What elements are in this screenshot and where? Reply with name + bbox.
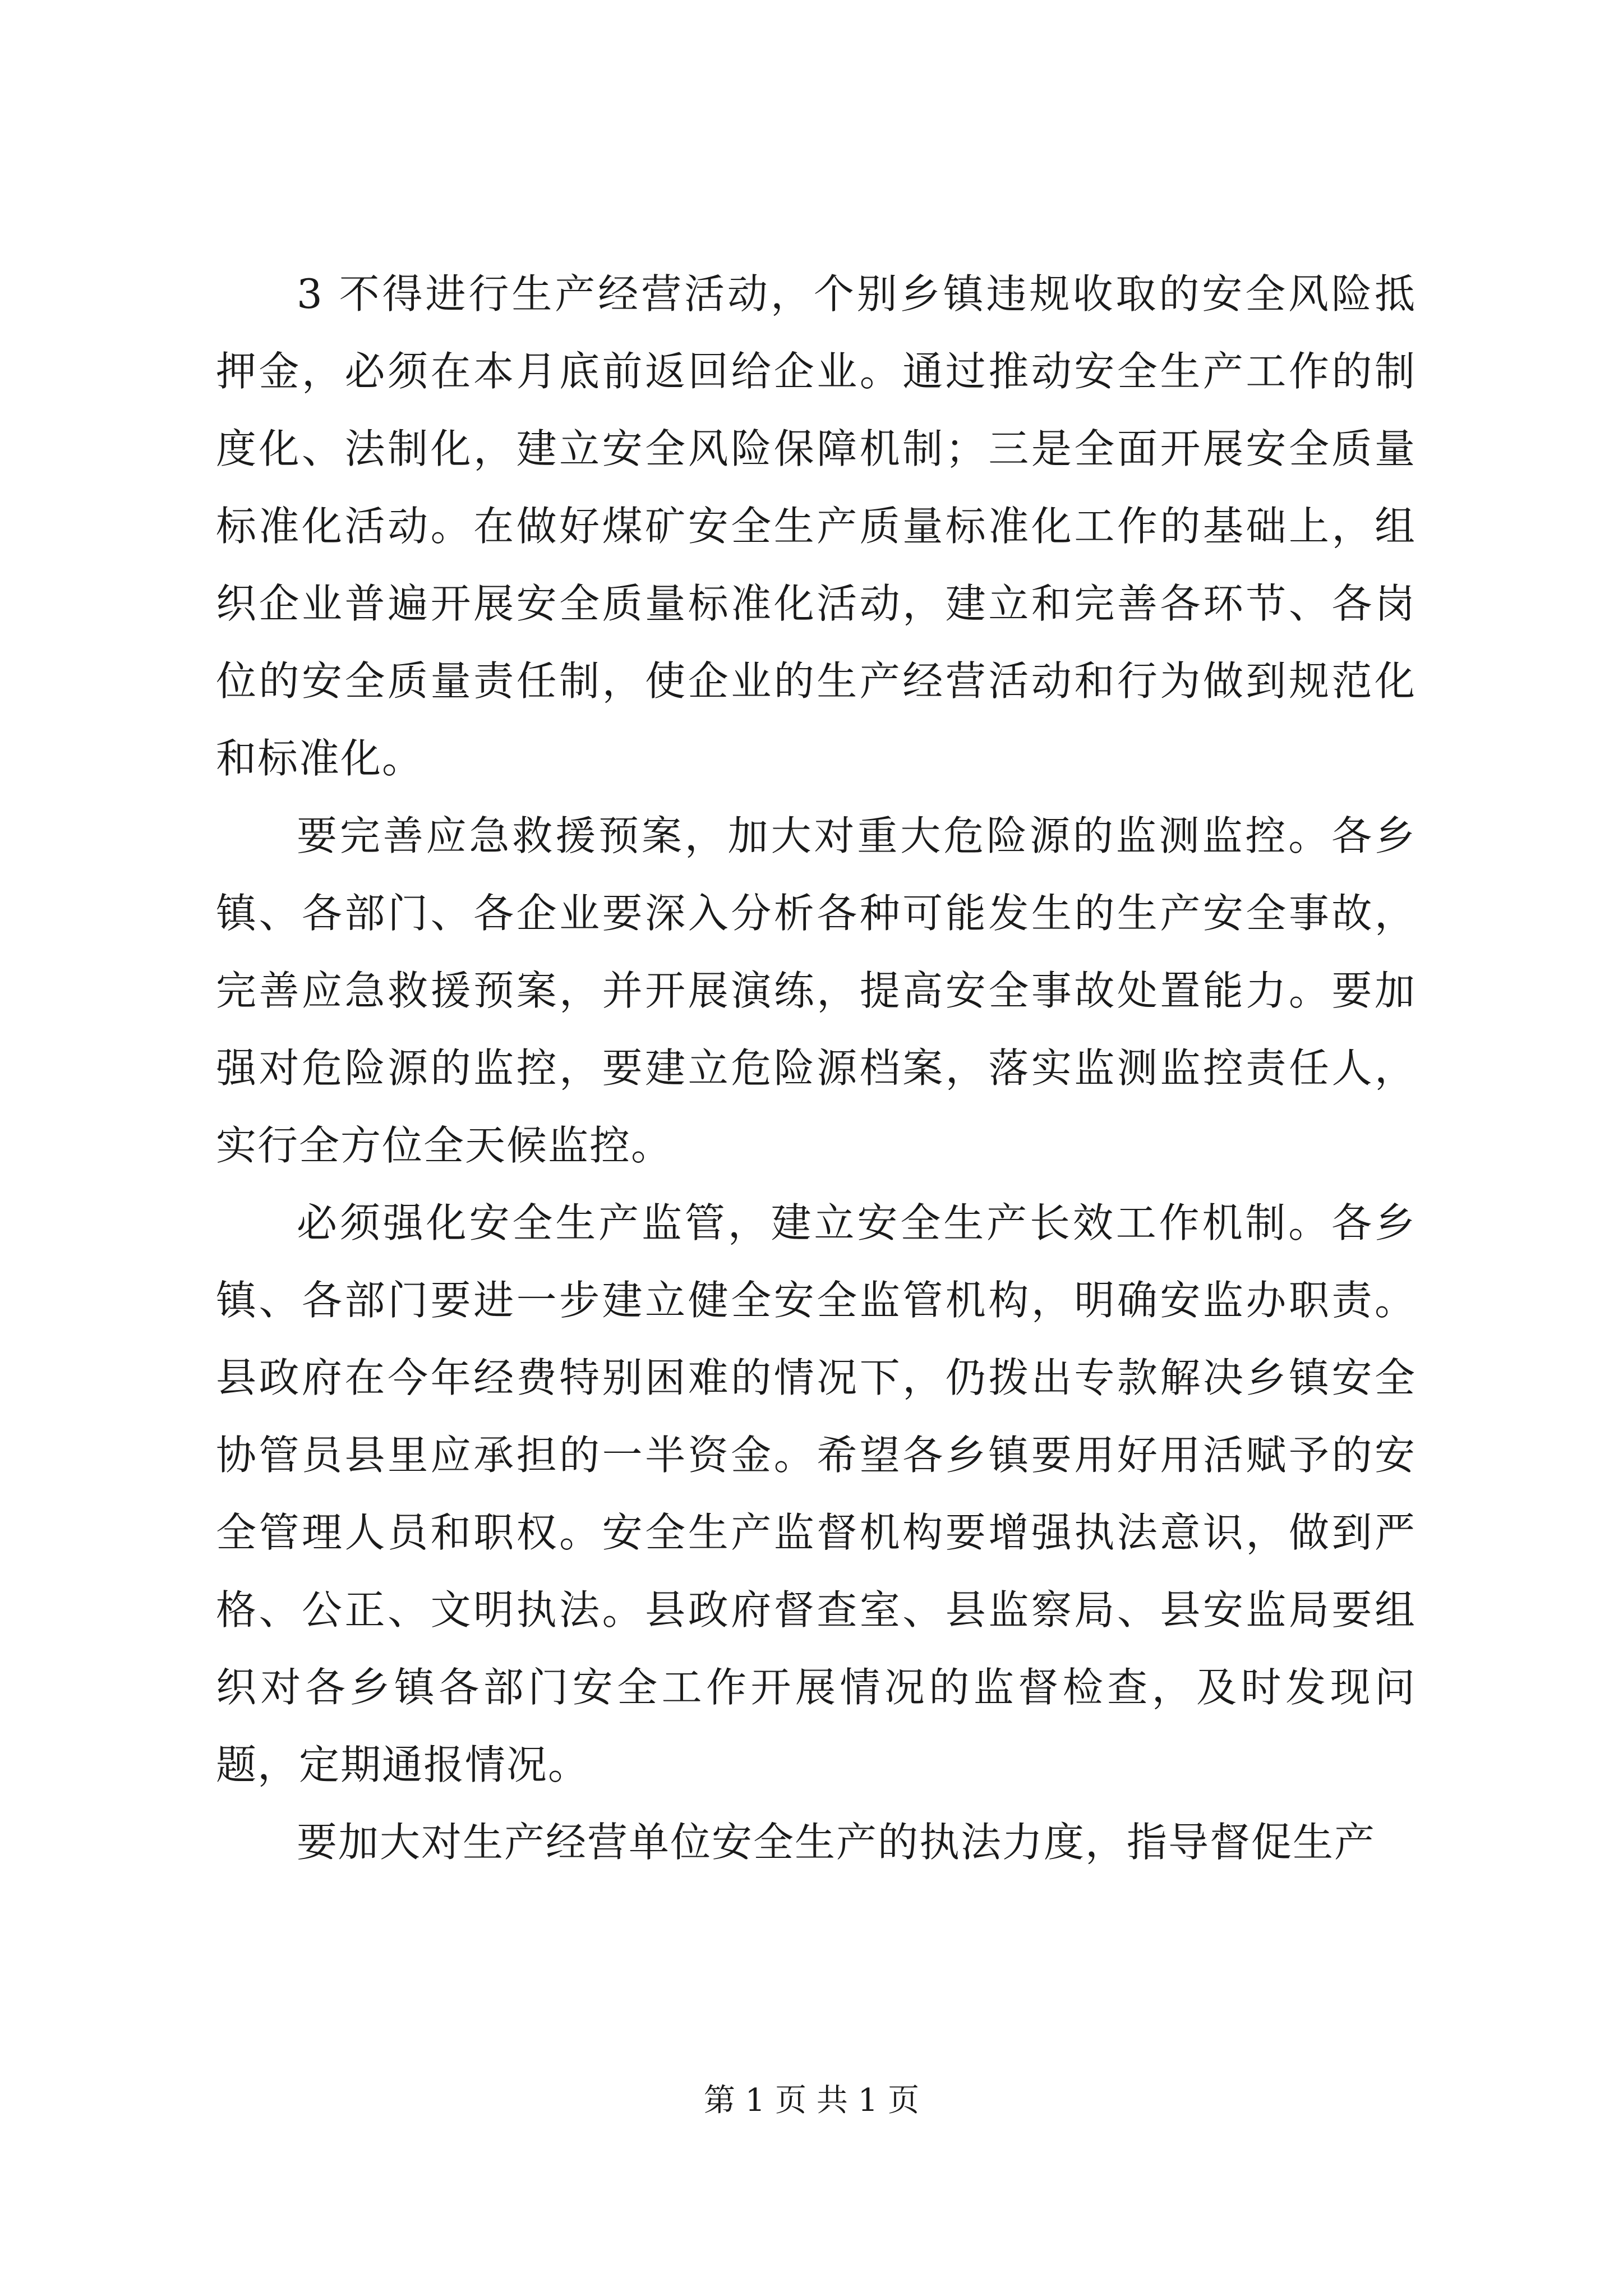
paragraph-1: 3 不得进行生产经营活动，个别乡镇违规收取的安全风险抵押金，必须在本月底前返回给企业。通过推动安全生产工作的制度化、法制化，建立安全风险保障机制；三是全面开展安全质量标准化活动。在做好煤矿安全生产质量标准化工作的基础上，组织企业普遍开展安全质量标准化活动，建立和完善各环节、各岗位的安全质量责任制，使企业的生产经营活动和行为做到规范化和标准化。 bbox=[216, 270, 1416, 782]
paragraph-4: 要加大对生产经营单位安全生产的执法力度，指导督促生产 bbox=[297, 1819, 1376, 1866]
paragraph-3: 必须强化安全生产监管，建立安全生产长效工作机制。各乡镇、各部门要进一步建立健全安全监管机构，明确安监办职责。县政府在今年经费特别困难的情况下，仍拨出专款解决乡镇安全协管员县里应承担的一半资金。希望各乡镇要用好用活赋予的安全管理人员和职权。安全生产监督机构要增强执法意识，做到严格、公正、文明执法。县政府督查室、县监察局、县安监局要组织对各乡镇各部门安全工作开展情况的监督检查，及时发现问题，定期通报情况。 bbox=[216, 1199, 1416, 1788]
paragraph-2: 要完善应急救援预案，加大对重大危险源的监测监控。各乡镇、各部门、各企业要深入分析各种可能发生的生产安全事故，完善应急救援预案，并开展演练，提高安全事故处置能力。要加强对危险源的监控，要建立危险源档案，落实监测监控责任人，实行全方位全天候监控。 bbox=[216, 812, 1416, 1169]
document-body bbox=[216, 255, 1416, 1881]
page-footer: 第 1 页 共 1 页 bbox=[703, 2082, 920, 2119]
